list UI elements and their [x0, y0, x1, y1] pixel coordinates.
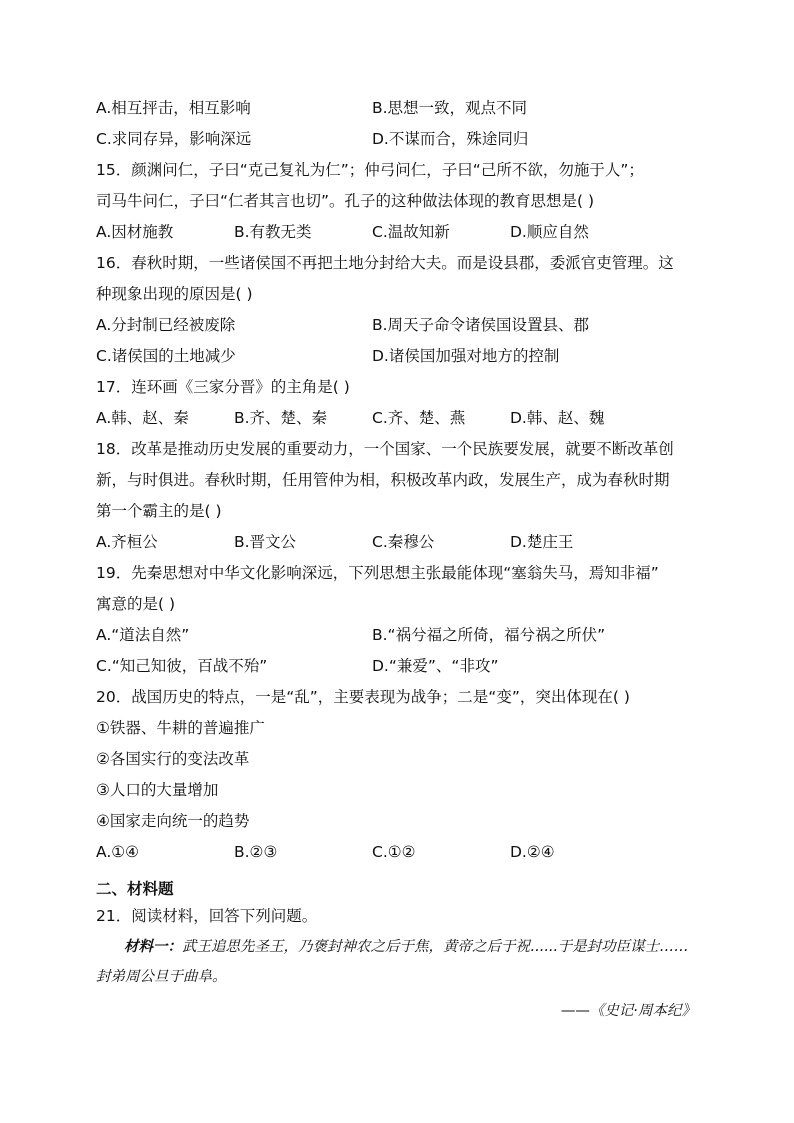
q18-options [96, 527, 702, 558]
q16-options-row1 [96, 310, 702, 341]
q14-option-a[interactable]: A.相互抨击，相互影响 [96, 99, 251, 117]
q16-option-c[interactable]: C.诸侯国的土地减少 [96, 347, 236, 365]
q14-options-row1 [96, 93, 702, 124]
q19-options-row1 [96, 620, 702, 651]
q14-options-row2 [96, 124, 702, 155]
material-1 [96, 932, 696, 992]
q17-option-c[interactable]: C.齐、楚、燕 [372, 409, 466, 427]
q20-option-d[interactable]: D.②④ [510, 843, 555, 861]
q18-option-c[interactable]: C.秦穆公 [372, 533, 435, 551]
q15-option-c[interactable]: C.温故知新 [372, 223, 450, 241]
q20-stem-line1: 20．战国历史的特点，一是“乱”，主要表现为战争；二是“变”，突出体现在( ) [96, 688, 630, 706]
q18-option-d[interactable]: D.楚庄王 [510, 533, 574, 551]
q21-stem: 21．阅读材料，回答下列问题。 [96, 907, 318, 925]
q16-option-a[interactable]: A.分封制已经被废除 [96, 316, 236, 334]
q20-option-b[interactable]: B.②③ [234, 843, 278, 861]
q15-option-d[interactable]: D.顺应自然 [510, 223, 589, 241]
q15-options [96, 217, 702, 248]
q17-stem-line1: 17．连环画《三家分晋》的主角是( ) [96, 378, 350, 396]
q15-option-b[interactable]: B.有教无类 [234, 223, 312, 241]
q19-stem-line1: 19．先秦思想对中华文化影响深远，下列思想主张最能体现“塞翁失马，焉知非福” [96, 564, 659, 582]
q18-stem-line1: 18．改革是推动历史发展的重要动力，一个国家、一个民族要发展，就要不断改革创 [96, 440, 674, 458]
q14-option-c[interactable]: C.求同存异，影响深远 [96, 130, 252, 148]
q18-option-a[interactable]: A.齐桓公 [96, 533, 158, 551]
material-1-text: 武王追思先圣王，乃褒封神农之后于焦，黄帝之后于祝......于是封功臣谋士……封弟周公旦于曲阜。 [96, 939, 689, 985]
q19-option-d[interactable]: D.“兼爱”、“非攻” [372, 657, 499, 675]
q18-stem-line2: 新，与时俱进。春秋时期，任用管仲为相，积极改革内政，发展生产，成为春秋时期 [96, 471, 670, 489]
section-title: 二、材料题 [96, 880, 174, 898]
q20-options [96, 837, 702, 868]
q19-stem-line2: 寓意的是( ) [96, 595, 176, 613]
q19-option-a[interactable]: A.“道法自然” [96, 626, 190, 644]
q20-item-1: ①铁器、牛耕的普遍推广 [96, 719, 265, 737]
exam-page [96, 93, 702, 1026]
q20-item-4: ④国家走向统一的趋势 [96, 812, 250, 830]
q16-option-d[interactable]: D.诸侯国加强对地方的控制 [372, 347, 560, 365]
material-1-source: ——《史记·周本纪》 [560, 1003, 696, 1019]
q14-option-d[interactable]: D.不谋而合，殊途同归 [372, 130, 529, 148]
q15-stem-line2: 司马牛问仁，子曰“仁者其言也切”。孔子的这种做法体现的教育思想是( ) [96, 192, 595, 210]
q16-options-row2 [96, 341, 702, 372]
q19-options-row2 [96, 651, 702, 682]
q16-option-b[interactable]: B.周天子命令诸侯国设置县、郡 [372, 316, 590, 334]
q20-option-a[interactable]: A.①④ [96, 843, 140, 861]
q20-item-3: ③人口的大量增加 [96, 781, 219, 799]
q17-option-b[interactable]: B.齐、楚、秦 [234, 409, 328, 427]
q19-option-c[interactable]: C.“知己知彼，百战不殆” [96, 657, 268, 675]
q18-stem-line3: 第一个霸主的是( ) [96, 502, 222, 520]
q20-item-2: ②各国实行的变法改革 [96, 750, 250, 768]
q18-option-b[interactable]: B.晋文公 [234, 533, 297, 551]
q16-stem-line1: 16．春秋时期，一些诸侯国不再把土地分封给大夫。而是设县郡，委派官吏管理。这 [96, 254, 674, 272]
material-1-label: 材料一： [124, 938, 182, 955]
q14-option-b[interactable]: B.思想一致，观点不同 [372, 99, 528, 117]
q17-options [96, 403, 702, 434]
q17-option-d[interactable]: D.韩、赵、魏 [510, 409, 605, 427]
q15-option-a[interactable]: A.因材施教 [96, 223, 174, 241]
q15-stem-line1: 15．颜渊问仁，子曰“克己复礼为仁”；仲弓问仁，子曰“己所不欲，勿施于人”； [96, 161, 644, 179]
q19-option-b[interactable]: B.“祸兮福之所倚，福兮祸之所伏” [372, 626, 606, 644]
q16-stem-line2: 种现象出现的原因是( ) [96, 285, 253, 303]
q20-option-c[interactable]: C.①② [372, 843, 416, 861]
q17-option-a[interactable]: A.韩、赵、秦 [96, 409, 189, 427]
